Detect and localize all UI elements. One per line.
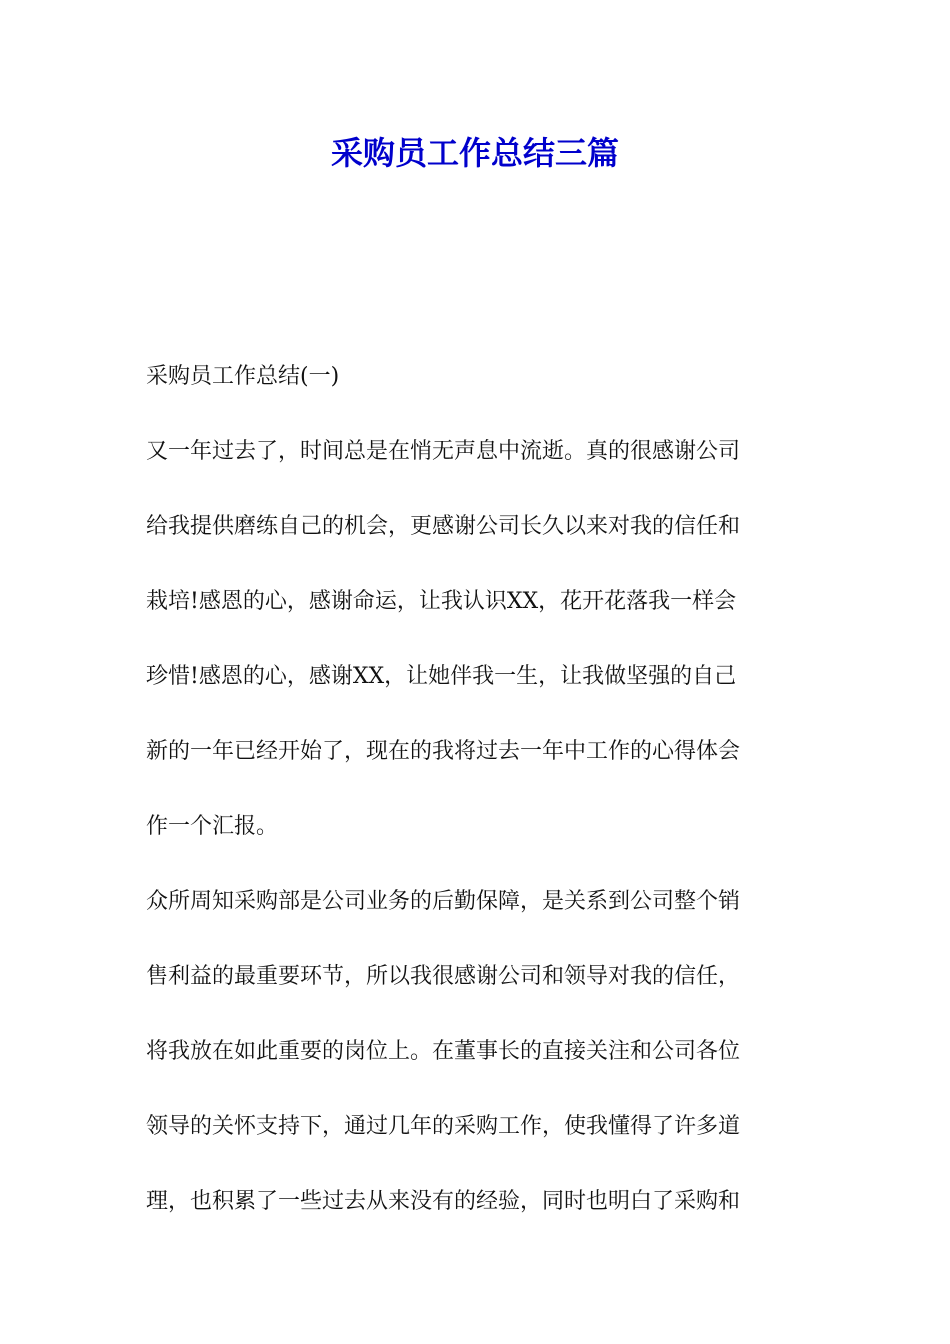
- body-line: 给我提供磨练自己的机会，更感谢公司长久以来对我的信任和: [146, 514, 741, 539]
- body-line: 理，也积累了一些过去从来没有的经验，同时也明白了采购和: [146, 1189, 741, 1214]
- body-line: 领导的关怀支持下，通过几年的采购工作，使我懂得了许多道: [146, 1114, 741, 1139]
- body-line: 珍惜!感恩的心，感谢XX，让她伴我一生，让我做坚强的自己: [146, 664, 737, 689]
- body-line: 将我放在如此重要的岗位上。在董事长的直接关注和公司各位: [146, 1039, 741, 1064]
- body-line: 栽培!感恩的心，感谢命运，让我认识XX，花开花落我一样会: [146, 589, 737, 614]
- body-line: 新的一年已经开始了，现在的我将过去一年中工作的心得体会: [146, 739, 741, 764]
- body-line: 又一年过去了，时间总是在悄无声息中流逝。真的很感谢公司: [146, 439, 741, 464]
- body-line: 作一个汇报。: [146, 814, 279, 839]
- document-title: 采购员工作总结三篇: [330, 134, 619, 172]
- body-line: 众所周知采购部是公司业务的后勤保障，是关系到公司整个销: [146, 889, 741, 914]
- document-body: [146, 339, 806, 1239]
- section-heading: 采购员工作总结(一): [146, 364, 340, 389]
- body-line: 售利益的最重要环节，所以我很感谢公司和领导对我的信任，: [146, 964, 741, 989]
